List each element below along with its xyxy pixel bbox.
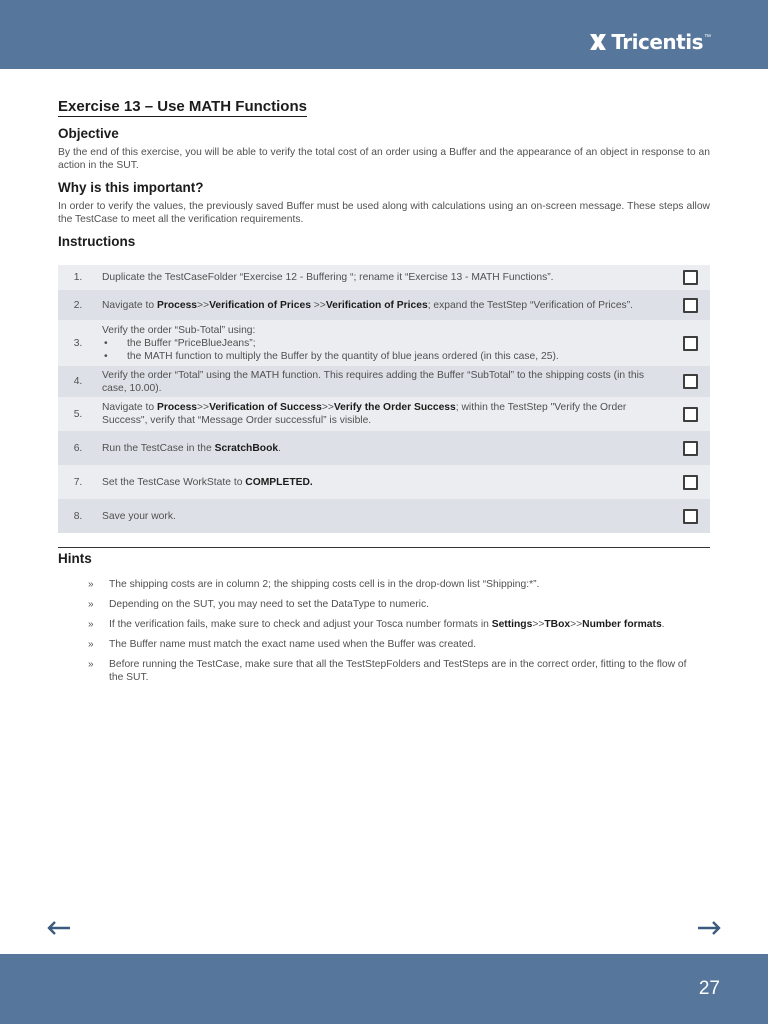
step-text-bold: Verification of Prices — [325, 299, 428, 311]
step-text: Save your work. — [102, 510, 176, 522]
step-text-bold: ScratchBook — [214, 442, 279, 454]
checkbox-icon[interactable] — [683, 509, 698, 524]
checkbox-icon[interactable] — [683, 374, 698, 389]
hint-text-bold: Settings — [491, 619, 533, 630]
step-text-part: >> — [197, 402, 210, 413]
step-number: 8. — [73, 510, 83, 522]
hint-text — [109, 618, 665, 631]
checkbox-icon[interactable] — [683, 475, 698, 490]
hint-text-bold: TBox — [544, 619, 571, 630]
step-subitem — [102, 337, 662, 350]
exercise-title: Exercise 13 – Use MATH Functions — [58, 98, 307, 115]
subitem-text: the Buffer “PriceBlueJeans”; — [127, 337, 256, 349]
hint-marker: » — [88, 599, 94, 610]
hint-marker: » — [88, 639, 94, 650]
exercise-intro — [58, 98, 710, 249]
step-text-part: >> — [197, 299, 210, 311]
step-text-part: Set the TestCase WorkState to — [102, 476, 246, 488]
hint-text-bold: Number formats — [582, 619, 662, 630]
hint-text-part: If the verification fails, make sure to check and adjust your Tosca number formats in — [109, 619, 492, 630]
step-number: 2. — [73, 299, 83, 311]
instruction-row — [58, 265, 710, 290]
step-text — [98, 465, 670, 499]
objective-text: By the end of this exercise, you will be able to verify the total cost of an order using a Buffer and the appearance of an object in response to an action in the SUT. — [58, 147, 710, 171]
tricentis-logo — [588, 30, 711, 54]
hint-item — [88, 578, 702, 591]
step-subitem — [102, 350, 662, 363]
instruction-row — [58, 397, 710, 431]
step-checkbox[interactable] — [670, 397, 710, 431]
instructions-table — [58, 265, 710, 533]
instruction-row — [58, 290, 710, 320]
hint-marker: » — [88, 619, 94, 630]
hint-text-part: . — [661, 619, 665, 630]
hints-heading: Hints — [58, 551, 92, 566]
subitem-text: the MATH function to multiply the Buffer by the quantity of blue jeans ordered (in this case, 25). — [127, 350, 559, 362]
step-number: 6. — [73, 442, 83, 454]
step-checkbox[interactable] — [670, 465, 710, 499]
step-text — [98, 290, 670, 320]
hint-text: Before running the TestCase, make sure that all the TestStepFolders and TestSteps are in the correct order, fitting to the flow of the SUT. — [109, 659, 687, 683]
hint-text: The Buffer name must match the exact name used when the Buffer was created. — [109, 639, 477, 650]
hints-list — [88, 578, 702, 691]
checkbox-icon[interactable] — [683, 441, 698, 456]
step-text-bold: Verification of Prices — [209, 299, 311, 311]
hint-marker: » — [88, 579, 94, 590]
step-text-part: Navigate to — [102, 299, 157, 311]
step-text-part: ; within the TestStep "Verify the Order Success", verify that “Message Order successful” is visible. — [102, 402, 627, 426]
logo-trademark: ™ — [704, 34, 711, 41]
hint-item — [88, 638, 702, 651]
why-text: In order to verify the values, the previously saved Buffer must be used along with calculations using an on-screen message. These steps allow the TestCase to meet all the verification requirements. — [58, 201, 710, 225]
header-bar — [0, 0, 768, 69]
checkbox-icon[interactable] — [683, 270, 698, 285]
step-text-part: . — [278, 442, 281, 454]
hint-item — [88, 598, 702, 611]
bullet: • — [104, 350, 108, 362]
checkbox-icon[interactable] — [683, 298, 698, 313]
bullet: • — [104, 337, 108, 349]
step-text: Verify the order “Total” using the MATH function. This requires adding the Buffer “SubTotal” to the shipping costs (in this case, 10.00). — [102, 369, 645, 394]
step-checkbox[interactable] — [670, 320, 710, 366]
step-text-bold: Process — [156, 402, 198, 413]
step-text-intro: Verify the order “Sub-Total” using: — [102, 324, 256, 336]
step-text-bold: COMPLETED. — [245, 476, 313, 488]
objective-heading: Objective — [58, 126, 119, 141]
step-text-part: >> — [310, 299, 326, 311]
step-number: 5. — [73, 408, 83, 420]
step-checkbox[interactable] — [670, 499, 710, 533]
step-checkbox[interactable] — [670, 290, 710, 320]
logo-text: Tricentis — [611, 30, 703, 54]
arrow-left-icon[interactable] — [46, 917, 72, 939]
step-number: 4. — [73, 376, 83, 387]
step-checkbox[interactable] — [670, 431, 710, 465]
page-number: 27 — [698, 978, 720, 999]
hint-marker: » — [88, 659, 94, 670]
step-text-bold: Verify the Order Success — [333, 402, 456, 413]
step-text-bold: Process — [156, 299, 198, 311]
hint-text: The shipping costs are in column 2; the shipping costs cell is in the drop-down list “Shipping:*”. — [109, 579, 540, 590]
step-checkbox[interactable] — [670, 366, 710, 397]
step-text-part: ; expand the TestStep “Verification of Prices”. — [427, 299, 633, 311]
instruction-row — [58, 320, 710, 366]
footer-bar — [0, 954, 768, 1024]
x-logo-icon — [588, 32, 608, 52]
step-number: 7. — [73, 476, 83, 488]
step-text-part: >> — [321, 402, 334, 413]
instruction-row — [58, 366, 710, 397]
step-number: 3. — [73, 337, 83, 349]
hint-item — [88, 618, 702, 631]
checkbox-icon[interactable] — [683, 336, 698, 351]
instruction-row — [58, 499, 710, 533]
step-text — [98, 397, 670, 431]
step-text — [98, 320, 670, 366]
hint-item — [88, 658, 702, 684]
hint-text-part: >> — [532, 619, 545, 630]
step-checkbox[interactable] — [670, 265, 710, 290]
instruction-row — [58, 431, 710, 465]
why-heading: Why is this important? — [58, 180, 204, 195]
arrow-right-icon[interactable] — [696, 917, 722, 939]
step-text — [98, 431, 670, 465]
step-text: Duplicate the TestCaseFolder “Exercise 12 - Buffering “; rename it “Exercise 13 - MATH Functions”. — [102, 272, 554, 283]
step-text-part: Navigate to — [102, 402, 157, 413]
hint-text: Depending on the SUT, you may need to set the DataType to numeric. — [109, 599, 429, 610]
instruction-row — [58, 465, 710, 499]
checkbox-icon[interactable] — [683, 407, 698, 422]
step-text-part: Run the TestCase in the — [102, 442, 215, 454]
hint-text-part: >> — [570, 619, 583, 630]
step-text-bold: Verification of Success — [209, 402, 322, 413]
instructions-heading: Instructions — [58, 234, 136, 249]
step-number: 1. — [73, 272, 83, 283]
hints-divider — [58, 547, 710, 548]
